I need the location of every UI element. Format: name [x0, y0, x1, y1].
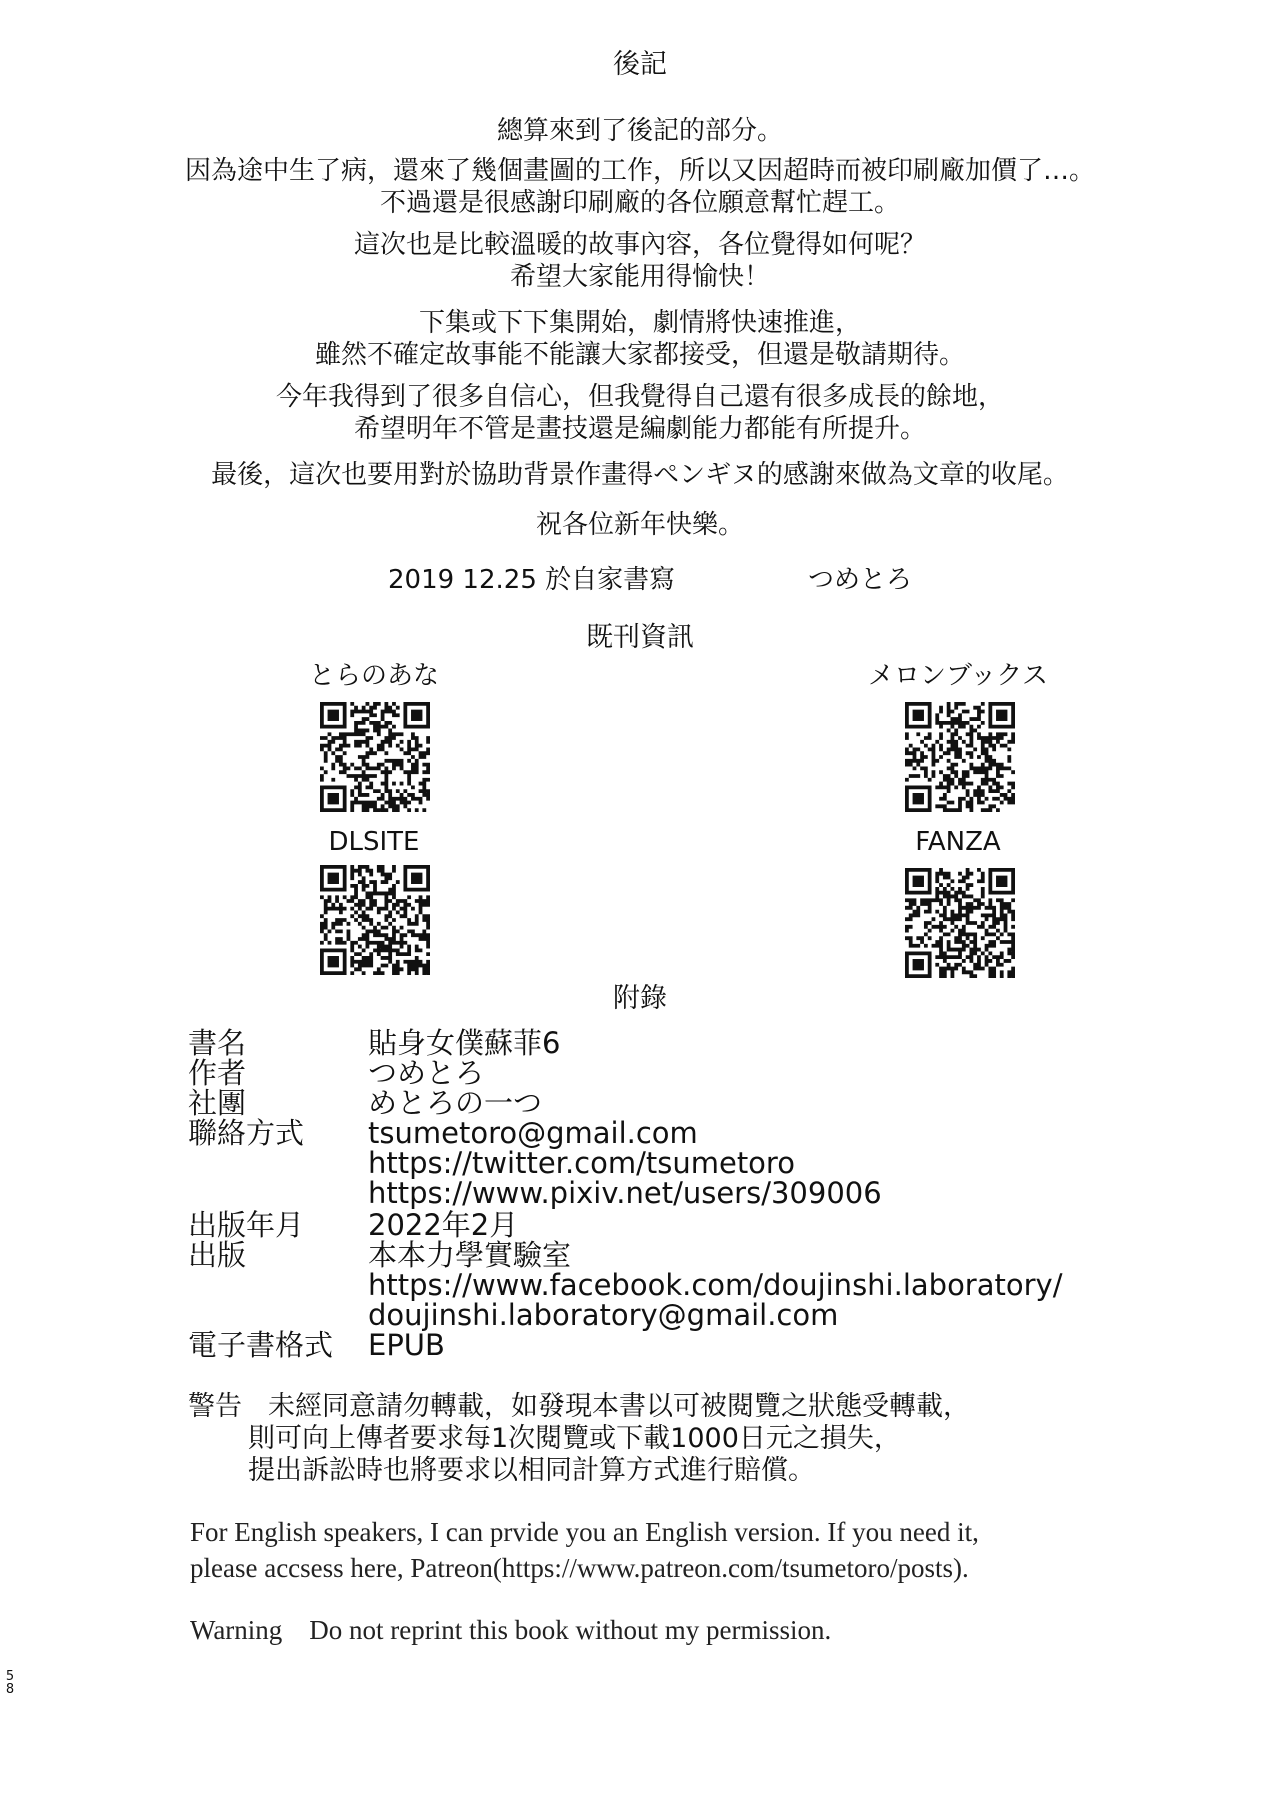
afterword-paragraph-3-line-2: 希望大家能用得愉快！ — [509, 262, 770, 292]
appendix-row-title — [188, 1026, 561, 1060]
afterword-paragraph-2-line-2: 不過還是很感謝印刷廠的各位願意幫忙趕工。 — [379, 188, 900, 218]
appendix-value: めとろの一つ — [368, 1086, 543, 1120]
english-note-line-1: For English speakers, I can prvide you an English version. If you need it, — [190, 1517, 979, 1547]
appendix-row-publisher — [188, 1238, 572, 1272]
appendix-row-publisher-facebook — [188, 1268, 1063, 1302]
appendix-key: 出版年月 — [188, 1208, 305, 1242]
qr-code-fanza[interactable] — [905, 868, 1015, 978]
appendix-row-format — [188, 1328, 445, 1362]
afterword-paragraph-6: 最後，這次也要用對於協助背景作畫得ペンギヌ的感謝來做為文章的收尾。 — [211, 460, 1069, 490]
appendix-value: EPUB — [368, 1328, 445, 1362]
page-number-digit: 5 — [5, 1669, 15, 1684]
qr-code-melonbooks[interactable] — [905, 702, 1015, 812]
appendix-value: 2022年2月 — [368, 1208, 519, 1242]
warning-line-2: 則可向上傳者要求每1次閱覽或下載1000日元之損失， — [248, 1423, 901, 1454]
appendix-row-publisher-email — [188, 1298, 839, 1332]
contact-twitter-link: https://twitter.com/tsumetoro — [368, 1146, 795, 1180]
store-label-melonbooks: メロンブックス — [868, 661, 1048, 691]
afterword-paragraph-5-line-2: 希望明年不管是畫技還是編劇能力都能有所提升。 — [353, 414, 926, 444]
appendix-row-contact — [188, 1116, 698, 1150]
appendix-key: 書名 — [188, 1026, 247, 1060]
qr-code-dlsite[interactable] — [320, 865, 430, 975]
contact-email: tsumetoro@gmail.com — [368, 1116, 698, 1150]
appendix-key: 作者 — [188, 1056, 247, 1090]
afterword-paragraph-1: 總算來到了後記的部分。 — [496, 116, 783, 146]
english-note-line-2: please accsess here, Patreon(https://www.patreon.com/tsumetoro/posts). — [190, 1553, 969, 1583]
warning-label: 警告 — [188, 1391, 242, 1422]
appendix-row-publish-date — [188, 1208, 519, 1242]
store-label-dlsite: DLSITE — [328, 827, 420, 857]
contact-pixiv-link: https://www.pixiv.net/users/309006 — [368, 1176, 882, 1210]
store-label-fanza: FANZA — [915, 827, 1001, 857]
afterword-paragraph-3-line-1: 這次也是比較溫暖的故事內容，各位覺得如何呢？ — [353, 230, 926, 260]
afterword-date: 2019 12.25 於自家書寫 — [388, 565, 676, 595]
publisher-facebook-link: https://www.facebook.com/doujinshi.laboratory/ — [368, 1268, 1063, 1302]
afterword-paragraph-4-line-1: 下集或下下集開始，劇情將快速推進， — [418, 308, 861, 338]
appendix-title: 附錄 — [613, 983, 667, 1014]
appendix-row-contact-twitter — [188, 1146, 795, 1180]
appendix-key: 社團 — [188, 1086, 247, 1120]
appendix-row-contact-pixiv — [188, 1176, 882, 1210]
warning-line-1: 未經同意請勿轉載，如發現本書以可被閱覽之狀態受轉載， — [268, 1391, 970, 1422]
appendix-value: つめとろ — [368, 1056, 485, 1090]
appendix-key: 聯絡方式 — [188, 1116, 305, 1150]
page-number — [4, 1670, 16, 1696]
appendix-key: 電子書格式 — [188, 1328, 334, 1362]
appendix-value: 貼身女僕蘇菲6 — [368, 1026, 561, 1060]
publisher-name: 本本力學實驗室 — [368, 1238, 572, 1272]
qr-code-toranoana[interactable] — [320, 702, 430, 812]
afterword-title: 後記 — [613, 49, 667, 80]
appendix-row-circle — [188, 1086, 543, 1120]
store-label-toranoana: とらのあな — [308, 661, 439, 691]
afterword-paragraph-2-line-1: 因為途中生了病，還來了幾個畫圖的工作，所以又因超時而被印刷廠加價了…。 — [184, 156, 1095, 186]
appendix-row-author — [188, 1056, 485, 1090]
english-warning: Warning Do not reprint this book without my permission. — [190, 1615, 832, 1645]
afterword-paragraph-4-line-2: 雖然不確定故事能不能讓大家都接受，但還是敬請期待。 — [314, 340, 965, 370]
afterword-signature: つめとろ — [808, 565, 913, 595]
published-title: 既刊資訊 — [586, 622, 694, 653]
warning-line-3: 提出訴訟時也將要求以相同計算方式進行賠償。 — [248, 1455, 815, 1486]
afterword-paragraph-5-line-1: 今年我得到了很多自信心，但我覺得自己還有很多成長的餘地， — [275, 382, 1004, 412]
page-number-digit: 8 — [5, 1682, 15, 1697]
publisher-email: doujinshi.laboratory@gmail.com — [368, 1298, 839, 1332]
afterword-paragraph-7: 祝各位新年快樂。 — [535, 510, 744, 540]
appendix-key: 出版 — [188, 1238, 247, 1272]
